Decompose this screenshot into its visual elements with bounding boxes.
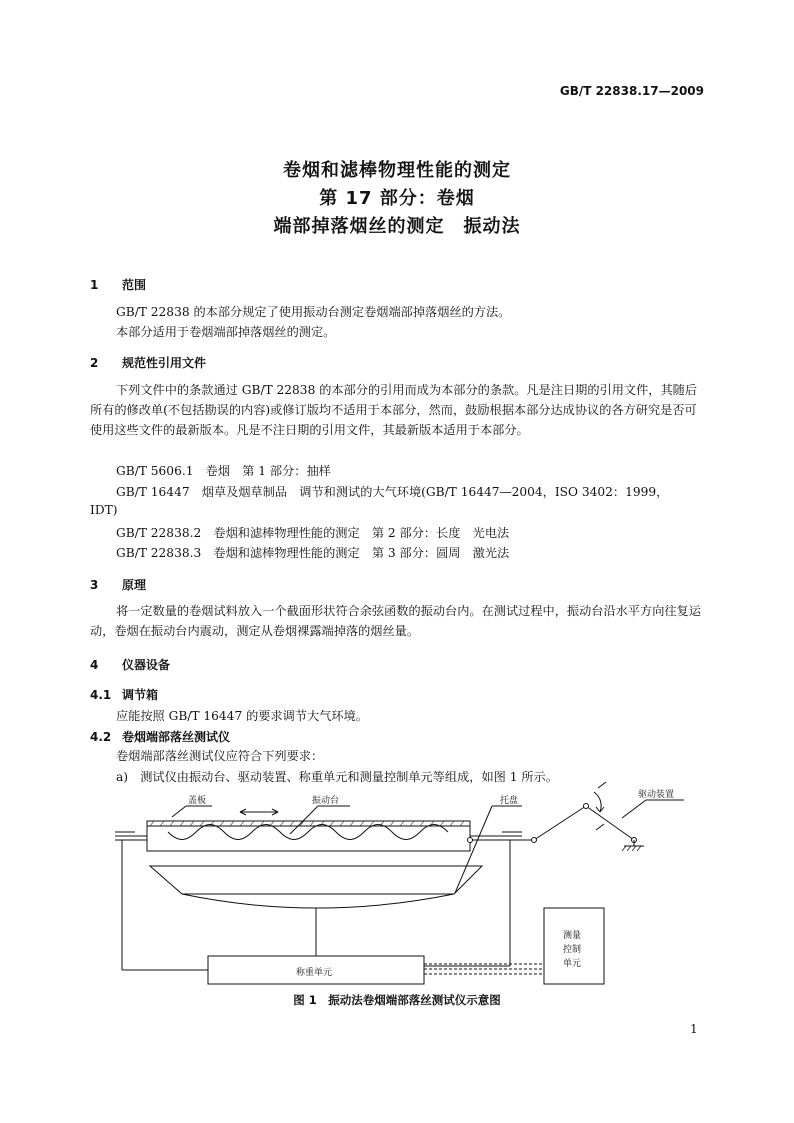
page-number: 1 (690, 1022, 698, 1036)
section-3-para-1: 将一定数量的卷烟试料放入一个截面形状符合余弦函数的振动台内。在测试过程中，振动台沿水平方向往复运动，卷烟在振动台内震动，测定从卷烟裸露端掉落的烟丝量。 (90, 604, 701, 638)
section-title: 仪器设备 (122, 658, 171, 672)
section-number: 3 (90, 578, 99, 592)
section-1-para-1: GB/T 22838 的本部分规定了使用振动台测定卷烟端部掉落烟丝的方法。 (116, 305, 511, 319)
section-4-2-item-a: a) 测试仪由振动台、驱动装置、称重单元和测量控制单元等组成，如图 1 所示。 (116, 770, 558, 784)
section-title: 原理 (122, 578, 147, 592)
tray-leader (455, 806, 492, 893)
reference-4: GB/T 22838.3 卷烟和滤棒物理性能的测定 第 3 部分：圆周 激光法 (116, 546, 510, 560)
label-cover: 盖板 (188, 796, 207, 806)
section-title: 卷烟端部落丝测试仪 (122, 730, 231, 744)
cover-leader (172, 806, 186, 817)
label-table: 振动台 (312, 796, 340, 806)
section-title: 范围 (122, 278, 147, 292)
figure-caption: 图 1 振动法卷烟端部落丝测试仪示意图 (293, 993, 501, 1007)
reference-2: GB/T 16447 烟草及烟草制品 调节和测试的大气环境(GB/T 16447—2004，ISO 3402：1999， (116, 485, 669, 499)
section-2-para-1: 下列文件中的条款通过 GB/T 22838 的本部分的引用而成为本部分的条款。凡是注日期的引用文件，其随后所有的修改单(不包括勘误的内容)或修订版均不适用于本部分，然而，鼓励根据本部分达成协议的各方研究是否可使用这些文件的最新版本。凡是不注日期的引用文件，其最新版本适用于本部分。 (90, 383, 698, 437)
cosine-wave (168, 825, 448, 840)
section-number: 4 (90, 658, 99, 672)
standard-number: GB/T 22838.17—2009 (559, 84, 704, 98)
section-title: 规范性引用文件 (122, 356, 207, 370)
section-4-1-para: 应能按照 GB/T 16447 的要求调节大气环境。 (116, 709, 368, 723)
cover-hatching (150, 821, 464, 826)
label-control-1: 测量 (563, 931, 582, 941)
section-4-2-para: 卷烟端部落丝测试仪应符合下列要求： (116, 749, 324, 763)
section-number: 2 (90, 356, 99, 370)
section-number: 1 (90, 278, 99, 292)
table-leader (290, 806, 318, 834)
section-1-para-2: 本部分适用于卷烟端部掉落烟丝的测定。 (116, 325, 336, 339)
section-title: 调节箱 (122, 688, 159, 702)
reference-1: GB/T 5606.1 卷烟 第 1 部分：抽样 (116, 464, 331, 478)
section-number: 4.2 (90, 730, 112, 744)
label-control-2: 控制 (563, 945, 582, 955)
title-line-2: 第 17 部分：卷烟 (319, 188, 475, 209)
reference-3: GB/T 22838.2 卷烟和滤棒物理性能的测定 第 2 部分：长度 光电法 (116, 526, 510, 540)
title-line-3: 端部掉落烟丝的测定 振动法 (273, 216, 521, 237)
title-line-1: 卷烟和滤棒物理性能的测定 (283, 160, 511, 181)
tray-shape (150, 866, 482, 894)
label-control-3: 单元 (563, 959, 582, 969)
drive-crank (586, 806, 634, 840)
label-drive: 驱动装置 (638, 790, 675, 800)
drive-leader (622, 800, 646, 818)
label-weighing-unit: 称重单元 (296, 968, 333, 978)
section-number: 4.1 (90, 688, 112, 702)
reference-2-cont: IDT) (90, 503, 118, 517)
drive-link (534, 806, 586, 840)
label-tray: 托盘 (500, 796, 519, 806)
